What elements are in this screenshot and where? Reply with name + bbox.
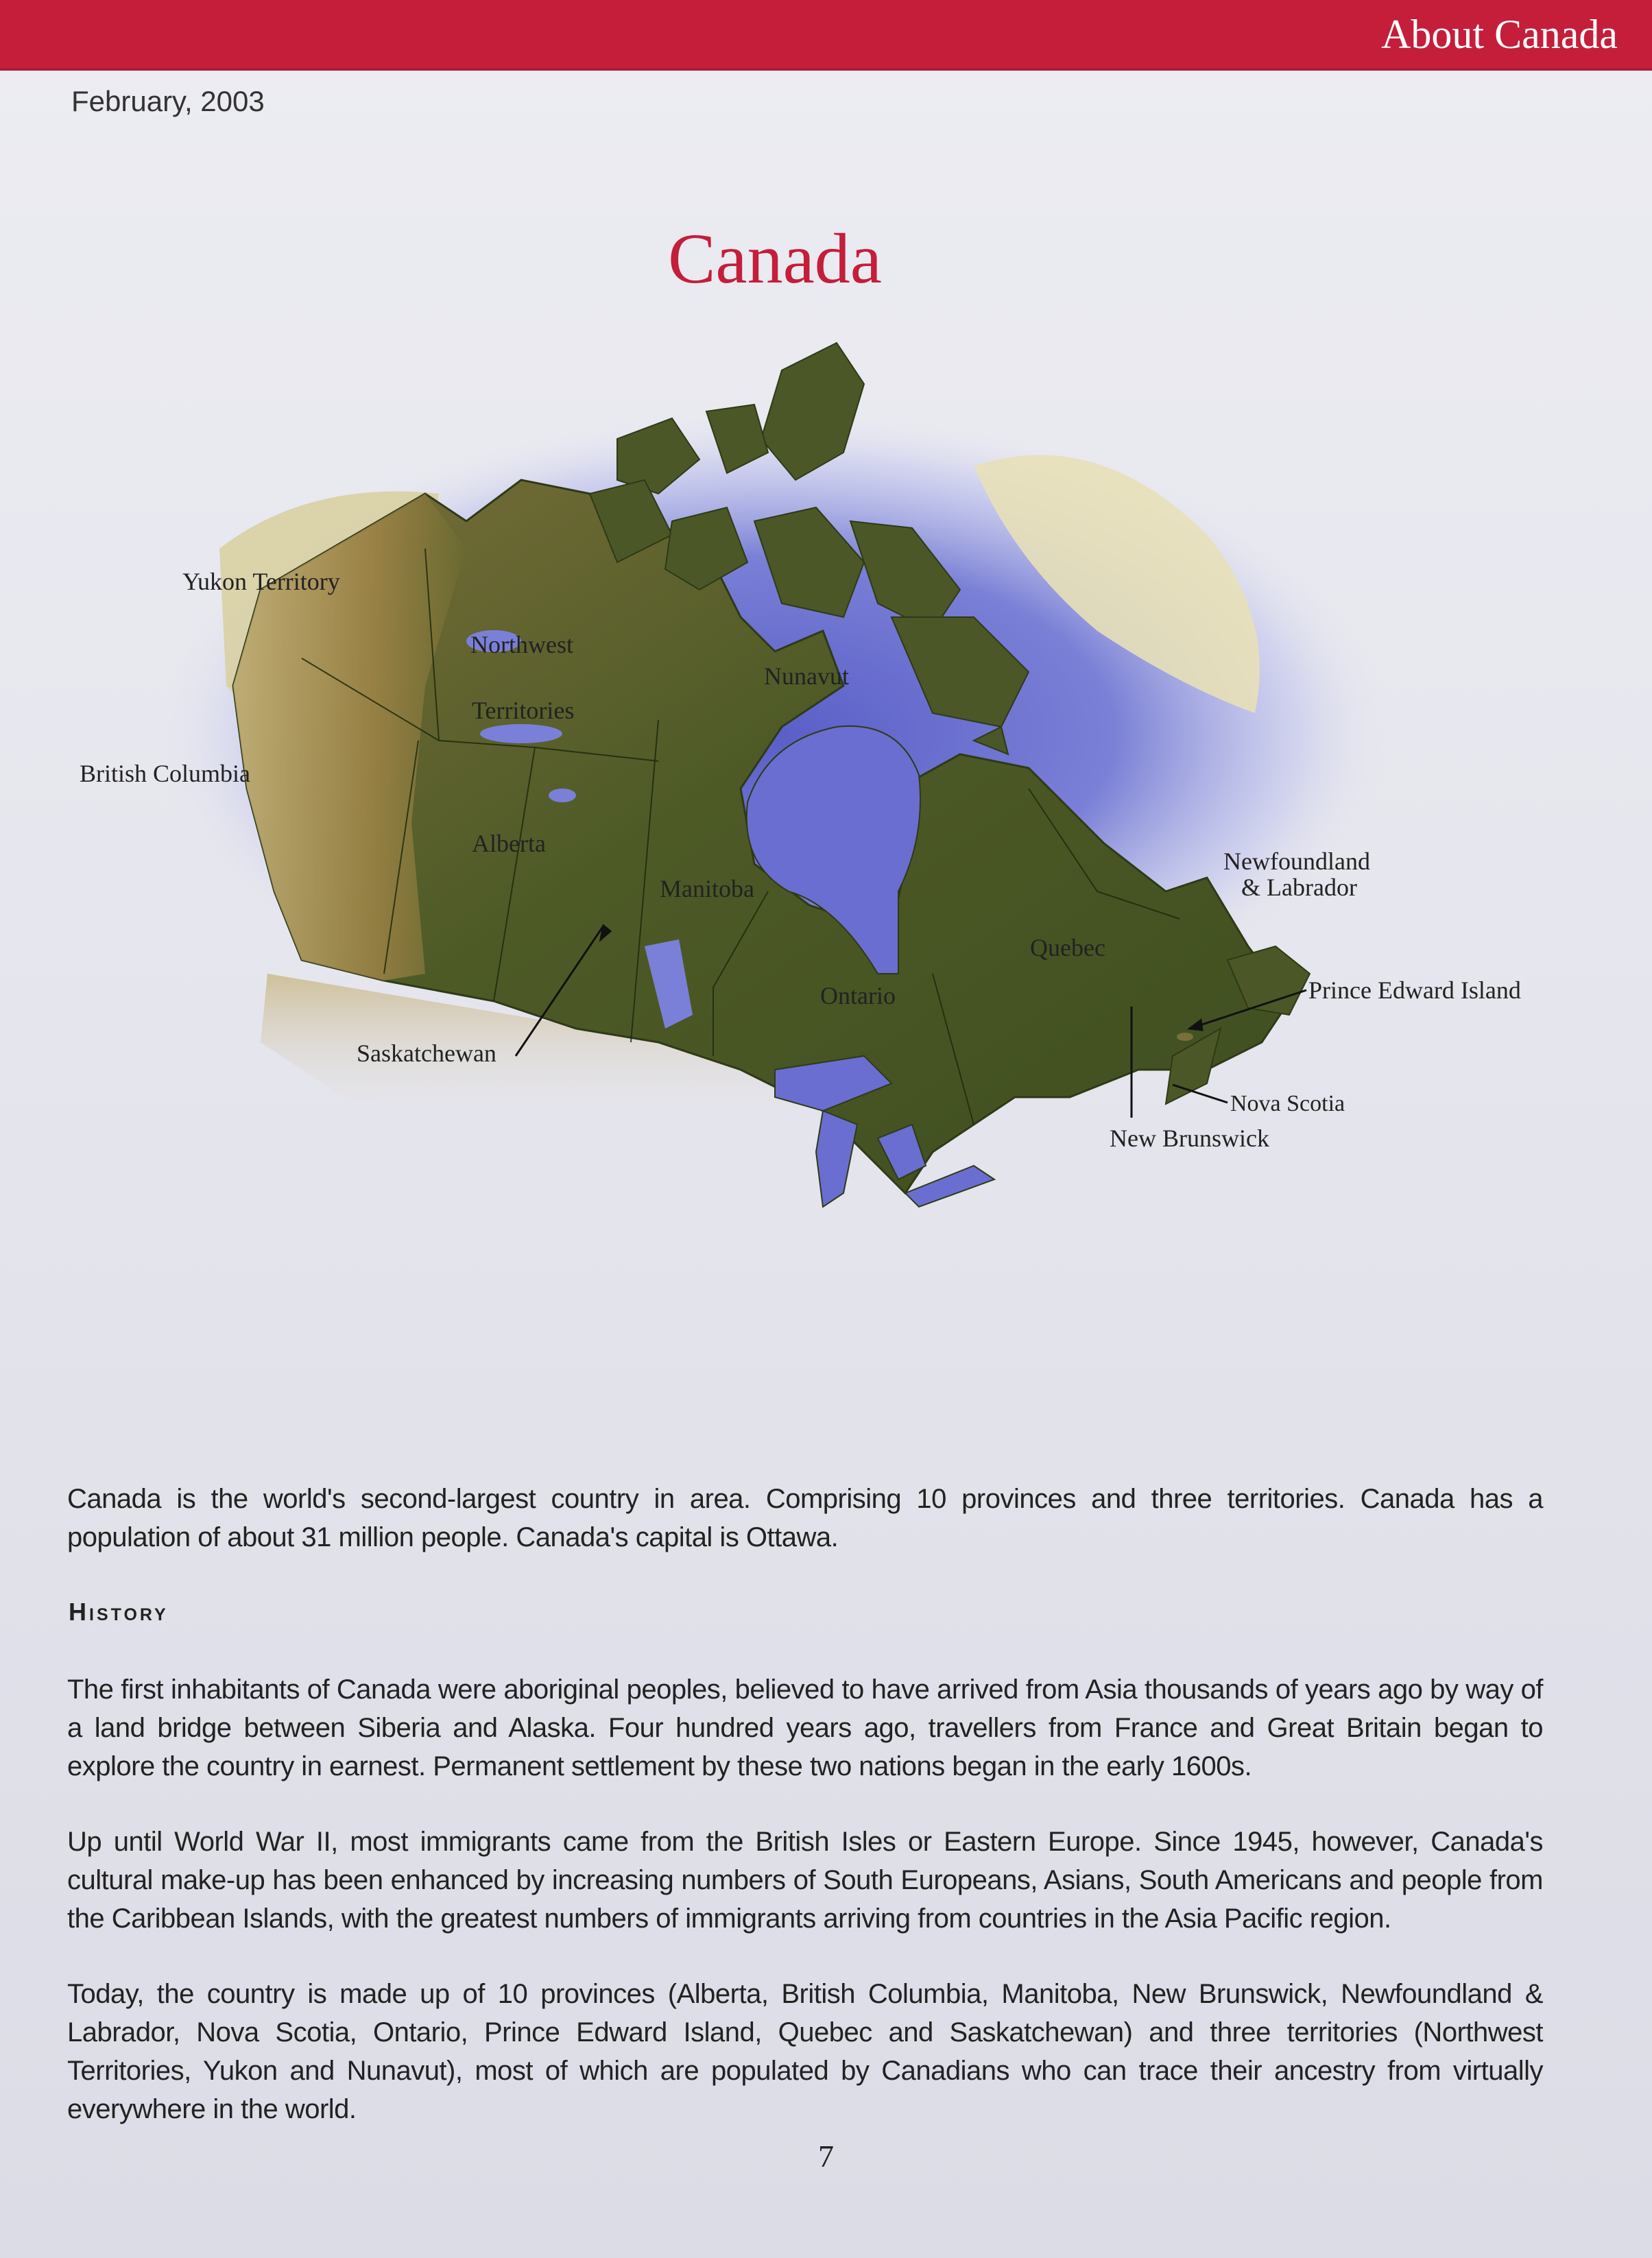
page-title: Canada (668, 219, 882, 298)
pei-island (1177, 1033, 1193, 1041)
history-paragraph-3: Today, the country is made up of 10 provinces (Alberta, British Columbia, Manitoba, New Brunswick, Newfoundland & Labrador, Nova Scotia, Ontario, Prince Edward Island, Quebec and Saskatchewan) and three territories (Northwest Territories, Yukon and Nunavut), most of which are populated by Canadians who can trace their ancestry from virtually everywhere in the world. (67, 1979, 1543, 2124)
label-nunavut: Nunavut (764, 662, 849, 690)
page-number: 7 (818, 2139, 834, 2174)
label-northwest-1: Northwest (470, 631, 573, 658)
canada-map (0, 322, 1652, 1234)
label-nova-scotia: Nova Scotia (1230, 1091, 1345, 1116)
label-pei: Prince Edward Island (1308, 976, 1521, 1004)
label-manitoba: Manitoba (660, 875, 754, 902)
history-paragraph-2: Up until World War II, most immigrants came from the British Isles or Eastern Europe. Since 1945, however, Canada's cultural make-up has been enhanced by increasing numbers of South Europeans, Asians, South Americans and people from the Caribbean Islands, with the greatest numbers of immigrants arriving from countries in the Asia Pacific region. (67, 1827, 1543, 1934)
label-new-brunswick: New Brunswick (1110, 1125, 1269, 1152)
label-ontario: Ontario (820, 982, 896, 1009)
history-paragraph-1: The first inhabitants of Canada were aboriginal peoples, believed to have arrived from Asia thousands of years ago by way of a land bridge between Siberia and Alaska. Four hundred years ago, travellers from France and Great Britain began to explore the country in earnest. Permanent settlement by these two nations began in the early 1600s. (67, 1674, 1543, 1781)
label-yukon: Yukon Territory (182, 568, 340, 595)
section-title: About Canada (1381, 12, 1618, 57)
label-northwest-2: Territories (472, 697, 575, 724)
label-newfoundland-2: & Labrador (1241, 874, 1357, 901)
header-bar (0, 0, 1652, 71)
label-british-columbia: British Columbia (80, 760, 251, 787)
label-alberta: Alberta (472, 830, 546, 857)
intro-paragraph: Canada is the world's second-largest country in area. Comprising 10 provinces and three territories. Canada has a population of about 31 million people. Canada's capital is Ottawa. (67, 1484, 1543, 1552)
label-quebec: Quebec (1030, 934, 1105, 961)
history-heading: History (69, 1598, 169, 1626)
document-date: February, 2003 (71, 85, 265, 117)
label-saskatchewan: Saskatchewan (357, 1040, 496, 1067)
label-newfoundland-1: Newfoundland (1223, 848, 1370, 875)
